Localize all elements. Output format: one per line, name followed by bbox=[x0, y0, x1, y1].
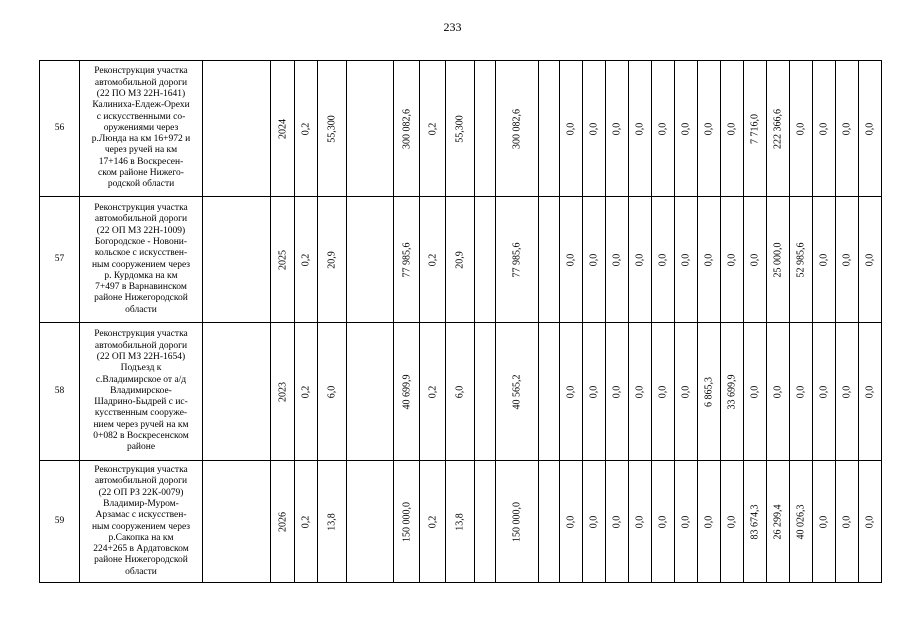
project-name-line: ным сооружением через bbox=[91, 521, 191, 532]
value-cell bbox=[539, 461, 560, 583]
value-text: 0,0 bbox=[864, 253, 876, 266]
table-row bbox=[40, 323, 882, 461]
value-cell bbox=[836, 61, 859, 197]
value-cell bbox=[475, 61, 496, 197]
value-text: 0,0 bbox=[841, 385, 853, 398]
value-cell bbox=[698, 461, 721, 583]
value-cell bbox=[698, 197, 721, 323]
value-text: 55,300 bbox=[326, 114, 338, 143]
value-cell bbox=[539, 197, 560, 323]
value-text: 0,2 bbox=[426, 385, 438, 398]
value-cell bbox=[859, 61, 882, 197]
value-cell bbox=[347, 197, 394, 323]
project-name-line: районе Нижегородской bbox=[94, 293, 188, 304]
value-cell bbox=[721, 61, 744, 197]
value-cell bbox=[744, 461, 767, 583]
value-text: 0,0 bbox=[611, 515, 623, 528]
value-cell bbox=[675, 323, 698, 461]
value-text: 150 000,0 bbox=[511, 501, 523, 542]
value-cell bbox=[721, 323, 744, 461]
value-text: 0,0 bbox=[749, 385, 761, 398]
value-cell bbox=[767, 461, 790, 583]
value-text: 0,0 bbox=[565, 385, 577, 398]
value-text: 6,0 bbox=[326, 385, 338, 398]
value-text: 0,0 bbox=[726, 515, 738, 528]
investment-table bbox=[39, 60, 882, 583]
value-cell bbox=[629, 323, 652, 461]
value-text: 0,0 bbox=[634, 253, 646, 266]
project-name-line: ском районе Нижего- bbox=[98, 168, 184, 179]
value-text: 0,2 bbox=[300, 385, 312, 398]
value-cell bbox=[767, 61, 790, 197]
value-text: 0,0 bbox=[841, 122, 853, 135]
value-cell bbox=[560, 61, 583, 197]
value-text: 0,0 bbox=[565, 515, 577, 528]
value-cell bbox=[347, 61, 394, 197]
project-name bbox=[80, 61, 203, 197]
value-cell bbox=[744, 197, 767, 323]
value-text: 0,0 bbox=[565, 122, 577, 135]
value-cell bbox=[790, 461, 813, 583]
project-name-line: Богородское - Новони- bbox=[94, 236, 188, 247]
value-cell bbox=[271, 61, 295, 197]
project-name-line: автомобильной дороги bbox=[94, 340, 188, 351]
value-cell bbox=[652, 197, 675, 323]
value-cell bbox=[539, 323, 560, 461]
project-name-line: (22 ОП РЗ 22К-0079) bbox=[98, 487, 184, 498]
value-cell bbox=[203, 461, 271, 583]
value-text: 0,0 bbox=[657, 385, 669, 398]
project-name-line: 0+082 в Воскресенском bbox=[93, 431, 189, 442]
value-text: 6,0 bbox=[454, 385, 466, 398]
value-cell bbox=[675, 61, 698, 197]
value-cell bbox=[560, 461, 583, 583]
value-text: 0,0 bbox=[795, 385, 807, 398]
value-text: 0,0 bbox=[680, 385, 692, 398]
project-name bbox=[80, 197, 203, 323]
value-cell bbox=[583, 461, 606, 583]
value-cell bbox=[859, 461, 882, 583]
value-cell bbox=[318, 461, 347, 583]
project-name-line: Шадрино-Быдрей с ис- bbox=[94, 397, 188, 408]
value-text: 0,0 bbox=[657, 515, 669, 528]
value-text: 20,9 bbox=[454, 250, 466, 269]
value-cell bbox=[767, 323, 790, 461]
value-text: 0,0 bbox=[841, 253, 853, 266]
value-cell bbox=[744, 61, 767, 197]
value-text: 40 565,2 bbox=[511, 374, 523, 409]
project-name bbox=[80, 323, 203, 461]
value-text: 13,8 bbox=[454, 512, 466, 531]
value-cell bbox=[394, 61, 420, 197]
value-text: 2025 bbox=[276, 249, 288, 270]
value-cell bbox=[652, 461, 675, 583]
value-text: 0,0 bbox=[772, 385, 784, 398]
value-text: 0,0 bbox=[588, 385, 600, 398]
project-name-line: Реконструкция участка bbox=[94, 465, 188, 476]
value-text: 2023 bbox=[276, 381, 288, 402]
value-text: 300 082,6 bbox=[400, 108, 412, 149]
value-text: 0,0 bbox=[680, 122, 692, 135]
project-name-line: (22 ПО МЗ 22Н-1641) bbox=[96, 88, 186, 99]
value-text: 0,0 bbox=[703, 122, 715, 135]
value-cell bbox=[675, 197, 698, 323]
project-name-line: Подъезд к bbox=[120, 363, 162, 374]
project-name-line: р.Люнда на км 16+972 и bbox=[91, 134, 191, 145]
value-cell bbox=[583, 323, 606, 461]
value-text: 300 082,6 bbox=[511, 108, 523, 149]
value-cell bbox=[420, 323, 446, 461]
value-text: 0,0 bbox=[680, 253, 692, 266]
value-cell bbox=[836, 323, 859, 461]
value-text: 0,0 bbox=[864, 515, 876, 528]
project-name-line: Владимир-Муром- bbox=[103, 498, 179, 509]
value-cell bbox=[813, 461, 836, 583]
row-number: 58 bbox=[40, 323, 80, 461]
value-text: 0,2 bbox=[300, 253, 312, 266]
value-text: 0,0 bbox=[680, 515, 692, 528]
value-cell bbox=[675, 461, 698, 583]
value-cell bbox=[496, 461, 539, 583]
value-cell bbox=[606, 61, 629, 197]
project-name-line: 7+497 в Варнавинском bbox=[95, 282, 187, 293]
value-text: 0,0 bbox=[841, 515, 853, 528]
project-name-line: (22 ОП МЗ 22Н-1654) bbox=[96, 351, 186, 362]
value-cell bbox=[629, 61, 652, 197]
value-text: 25 000,0 bbox=[772, 242, 784, 277]
value-cell bbox=[813, 323, 836, 461]
project-name-line: (22 ОП МЗ 22Н-1009) bbox=[96, 225, 186, 236]
value-cell bbox=[496, 197, 539, 323]
project-name-line: с.Владимирское от а/д bbox=[95, 374, 187, 385]
value-text: 0,0 bbox=[611, 385, 623, 398]
value-text: 0,0 bbox=[611, 122, 623, 135]
value-text: 0,0 bbox=[864, 122, 876, 135]
value-cell bbox=[606, 323, 629, 461]
value-cell bbox=[721, 197, 744, 323]
value-cell bbox=[606, 461, 629, 583]
value-text: 0,0 bbox=[703, 515, 715, 528]
value-cell bbox=[859, 197, 882, 323]
value-text: 0,0 bbox=[611, 253, 623, 266]
table-row bbox=[40, 61, 882, 197]
value-cell bbox=[446, 461, 475, 583]
value-text: 0,0 bbox=[818, 515, 830, 528]
value-cell bbox=[767, 197, 790, 323]
project-name-line: кусственным сооруже- bbox=[94, 408, 188, 419]
project-name-line: автомобильной дороги bbox=[94, 476, 188, 487]
value-cell bbox=[583, 197, 606, 323]
project-name-line: Арзамас с искусствен- bbox=[95, 510, 187, 521]
value-text: 0,0 bbox=[634, 122, 646, 135]
value-cell bbox=[295, 61, 318, 197]
value-cell bbox=[420, 61, 446, 197]
value-text: 52 985,6 bbox=[795, 242, 807, 277]
value-cell bbox=[420, 197, 446, 323]
project-name-line: районе bbox=[126, 442, 156, 453]
value-cell bbox=[394, 323, 420, 461]
value-text: 40 026,3 bbox=[795, 504, 807, 539]
value-text: 0,0 bbox=[565, 253, 577, 266]
project-name-line: Владимирское- bbox=[110, 385, 172, 396]
value-cell bbox=[652, 323, 675, 461]
value-text: 0,0 bbox=[588, 515, 600, 528]
project-name-line: ным сооружением через bbox=[91, 259, 191, 270]
value-text: 2024 bbox=[276, 118, 288, 139]
project-name-line: р. Курдомка на км bbox=[104, 270, 178, 281]
value-text: 0,0 bbox=[726, 253, 738, 266]
project-name-line: 224+265 в Ардатовском bbox=[93, 544, 189, 555]
value-cell bbox=[446, 197, 475, 323]
value-text: 0,0 bbox=[703, 253, 715, 266]
value-text: 77 985,6 bbox=[400, 242, 412, 277]
value-cell bbox=[295, 323, 318, 461]
project-name-line: через ручей на км bbox=[104, 145, 178, 156]
row-number: 59 bbox=[40, 461, 80, 583]
value-cell bbox=[790, 323, 813, 461]
value-cell bbox=[583, 61, 606, 197]
value-cell bbox=[790, 197, 813, 323]
value-cell bbox=[813, 197, 836, 323]
value-cell bbox=[475, 197, 496, 323]
value-text: 26 299,4 bbox=[772, 504, 784, 539]
value-text: 33 699,9 bbox=[726, 374, 738, 409]
value-text: 0,0 bbox=[726, 122, 738, 135]
value-cell bbox=[347, 323, 394, 461]
value-cell bbox=[295, 461, 318, 583]
value-cell bbox=[295, 197, 318, 323]
value-text: 0,0 bbox=[657, 253, 669, 266]
project-name-line: родской области bbox=[107, 179, 175, 190]
value-text: 0,0 bbox=[657, 122, 669, 135]
value-cell bbox=[446, 61, 475, 197]
value-text: 0,0 bbox=[588, 122, 600, 135]
value-text: 77 985,6 bbox=[511, 242, 523, 277]
project-name-line: Реконструкция участка bbox=[94, 66, 188, 77]
project-name-line: нием через ручей на км bbox=[93, 419, 189, 430]
project-name-line: районе Нижегородской bbox=[94, 555, 188, 566]
value-text: 0,2 bbox=[426, 122, 438, 135]
project-name-line: р.Сакопка на км bbox=[108, 532, 174, 543]
value-text: 0,0 bbox=[818, 385, 830, 398]
value-cell bbox=[813, 61, 836, 197]
value-text: 150 000,0 bbox=[400, 501, 412, 542]
value-text: 0,0 bbox=[795, 122, 807, 135]
value-text: 0,2 bbox=[426, 253, 438, 266]
value-cell bbox=[271, 461, 295, 583]
value-cell bbox=[560, 197, 583, 323]
table-row bbox=[40, 197, 882, 323]
value-text: 83 674,3 bbox=[749, 504, 761, 539]
value-text: 0,0 bbox=[864, 385, 876, 398]
value-cell bbox=[859, 323, 882, 461]
value-cell bbox=[721, 461, 744, 583]
value-cell bbox=[420, 461, 446, 583]
value-text: 13,8 bbox=[326, 512, 338, 531]
value-text: 20,9 bbox=[326, 250, 338, 269]
project-name-line: области bbox=[125, 304, 157, 315]
project-name-line: области bbox=[125, 566, 157, 577]
value-cell bbox=[560, 323, 583, 461]
value-cell bbox=[836, 461, 859, 583]
value-cell bbox=[203, 323, 271, 461]
project-name-line: с искусственными со- bbox=[96, 111, 186, 122]
value-cell bbox=[446, 323, 475, 461]
value-cell bbox=[271, 197, 295, 323]
value-text: 0,0 bbox=[634, 515, 646, 528]
value-text: 0,2 bbox=[300, 122, 312, 135]
project-name-line: 17+146 в Воскресен- bbox=[98, 156, 184, 167]
value-text: 0,0 bbox=[634, 385, 646, 398]
value-text: 0,2 bbox=[426, 515, 438, 528]
value-text: 55,300 bbox=[454, 114, 466, 143]
value-text: 2026 bbox=[276, 511, 288, 532]
value-text: 0,0 bbox=[818, 122, 830, 135]
value-cell bbox=[698, 323, 721, 461]
value-cell bbox=[496, 323, 539, 461]
value-text: 40 699,9 bbox=[400, 374, 412, 409]
project-name-line: Калиниха-Елдеж-Орехи bbox=[92, 100, 190, 111]
value-cell bbox=[790, 61, 813, 197]
value-cell bbox=[475, 323, 496, 461]
value-cell bbox=[394, 197, 420, 323]
value-cell bbox=[318, 197, 347, 323]
value-cell bbox=[394, 461, 420, 583]
value-cell bbox=[318, 323, 347, 461]
value-text: 0,0 bbox=[588, 253, 600, 266]
value-cell bbox=[203, 197, 271, 323]
value-cell bbox=[496, 61, 539, 197]
value-cell bbox=[698, 61, 721, 197]
value-text: 0,2 bbox=[300, 515, 312, 528]
value-cell bbox=[271, 323, 295, 461]
project-name-line: автомобильной дороги bbox=[94, 77, 188, 88]
value-text: 0,0 bbox=[749, 253, 761, 266]
value-cell bbox=[347, 461, 394, 583]
value-text: 6 865,3 bbox=[703, 376, 715, 407]
value-cell bbox=[836, 197, 859, 323]
project-name-line: Реконструкция участка bbox=[94, 329, 188, 340]
row-number: 57 bbox=[40, 197, 80, 323]
value-cell bbox=[539, 61, 560, 197]
value-cell bbox=[652, 61, 675, 197]
project-name-line: Реконструкция участка bbox=[94, 203, 188, 214]
value-text: 0,0 bbox=[818, 253, 830, 266]
value-cell bbox=[629, 197, 652, 323]
value-text: 7 716,0 bbox=[749, 113, 761, 144]
project-name-line: оружениями через bbox=[103, 122, 179, 133]
project-name-line: кольское с искусствен- bbox=[94, 248, 188, 259]
value-cell bbox=[203, 61, 271, 197]
value-cell bbox=[606, 197, 629, 323]
value-cell bbox=[475, 461, 496, 583]
table-row bbox=[40, 461, 882, 583]
project-name bbox=[80, 461, 203, 583]
project-name-line: автомобильной дороги bbox=[94, 214, 188, 225]
value-cell bbox=[629, 461, 652, 583]
value-cell bbox=[744, 323, 767, 461]
row-number: 56 bbox=[40, 61, 80, 197]
value-cell bbox=[318, 61, 347, 197]
value-text: 222 366,6 bbox=[772, 108, 784, 149]
page-number: 233 bbox=[443, 20, 462, 34]
